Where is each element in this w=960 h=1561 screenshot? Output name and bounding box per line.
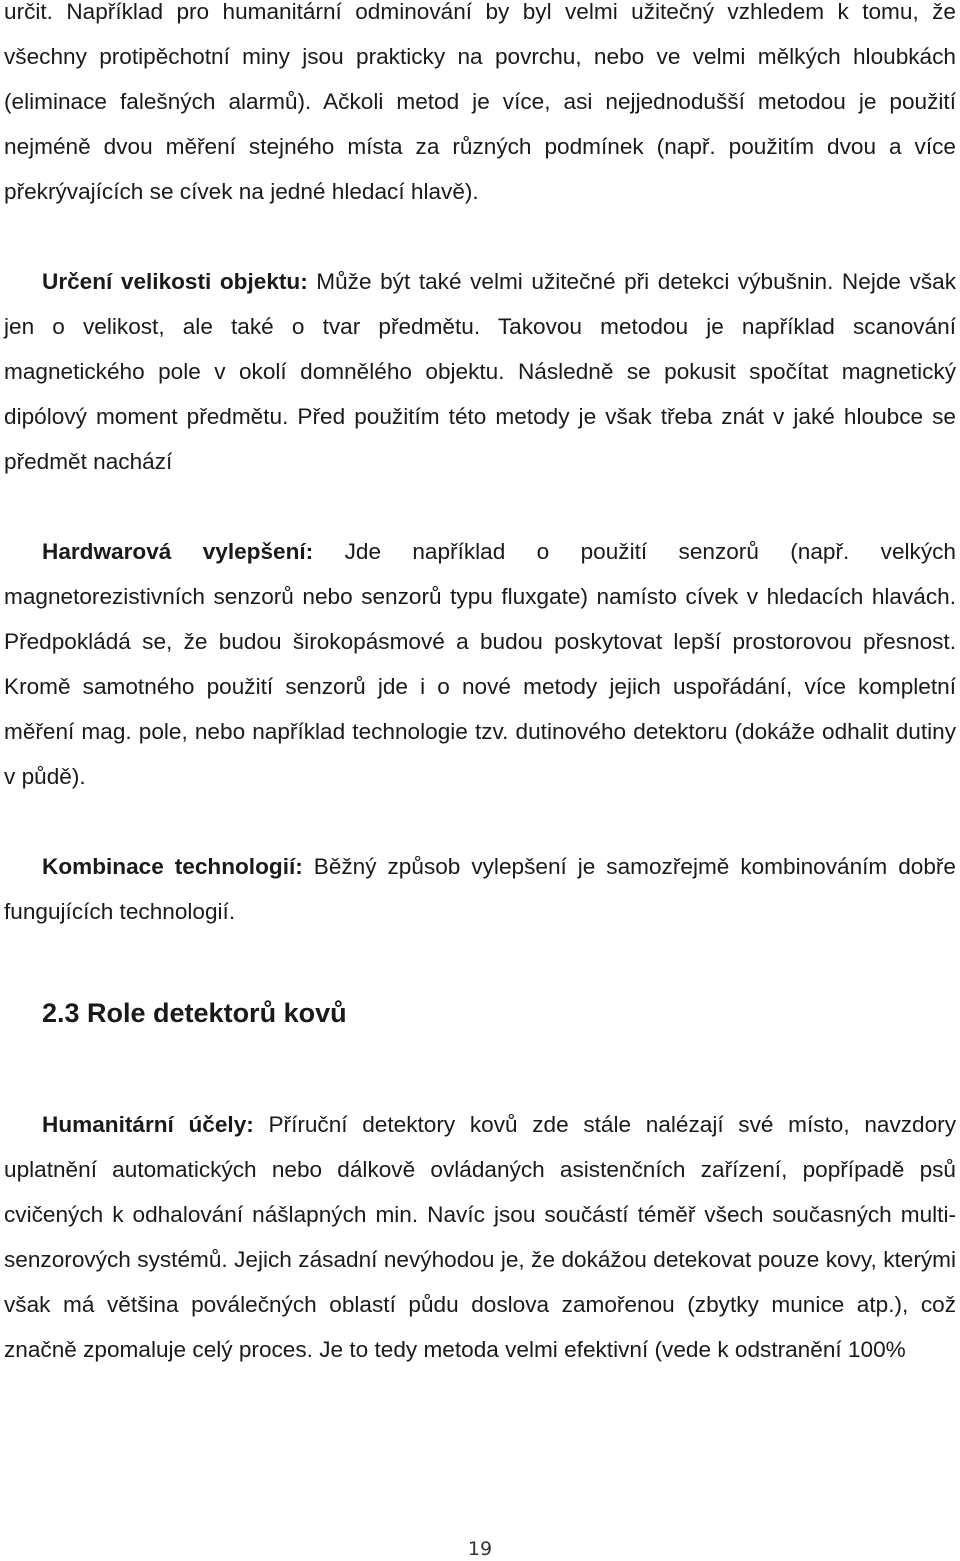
humanitarian-text: Příruční detektory kovů zde stále nalézají své místo, navzdory uplatnění automatických nebo dálkově ovládaných asistenčních zařízení, popřípadě psů cvičených k odhalování nášlapných min. Navíc jsou součástí téměř všech současných multi-senzorových systémů. Jejich zásadní nevýhodou je, že dokážou detekovat pouze kovy, kterými však má většina poválečných oblastí půdu doslova zamořenou (zbytky munice atp.), což značně zpomaluje celý proces. Je to tedy metoda velmi efektivní (vede k odstranění 100% xyxy=(4,1112,957,1362)
hardware-text: Jde například o použití senzorů (např. velkých magnetorezistivních senzorů nebo senzorů typu fluxgate) namísto cívek v hledacích hlavách. Předpokládá se, že budou širokopásmové a budou poskytovat lepší prostorovou přesnost. Kromě samotného použití senzorů jde i o nové metody jejich uspořádání, více kompletní měření mag. pole, nebo například technologie tzv. dutinového detektoru (dokáže odhalit dutiny v půdě). xyxy=(4,539,956,789)
page-number: 19 xyxy=(467,1538,493,1560)
paragraph-hardware xyxy=(4,529,956,799)
combination-text: Běžný způsob vylepšení je samozřejmě kombinováním dobře fungujících technologií. xyxy=(4,854,957,924)
object-size-text: Může být také velmi užitečné při detekci výbušnin. Nejde však jen o velikost, ale také o tvar předmětu. Takovou metodou je například scanování magnetického pole v okolí domnělého objektu. Následně se pokusit spočítat magnetický dipólový moment předmětu. Před použitím této metody je však třeba znát v jaké hloubce se předmět nachází xyxy=(4,269,956,474)
section-heading-wrapper xyxy=(4,991,956,1036)
paragraph-intro xyxy=(4,0,956,214)
combination-label: Kombinace technologií: xyxy=(42,854,303,879)
hardware-label: Hardwarová vylepšení: xyxy=(42,539,314,564)
section-heading: 2.3 Role detektorů kovů xyxy=(42,998,347,1028)
paragraph-humanitarian xyxy=(4,1102,956,1372)
object-size-label: Určení velikosti objektu: xyxy=(42,269,308,294)
document-page xyxy=(4,0,956,1372)
humanitarian-label: Humanitární účely: xyxy=(42,1112,254,1137)
paragraph-combination xyxy=(4,844,956,934)
paragraph-object-size xyxy=(4,259,956,484)
paragraph-intro-text: určit. Například pro humanitární odminování by byl velmi užitečný vzhledem k tomu, že všechny protipěchotní miny jsou prakticky na povrchu, nebo ve velmi mělkých hloubkách (eliminace falešných alarmů). Ačkoli metod je více, asi nejjednodušší metodou je použití nejméně dvou měření stejného místa za různých podmínek (např. použitím dvou a více překrývajících se cívek na jedné hledací hlavě). xyxy=(4,0,956,204)
